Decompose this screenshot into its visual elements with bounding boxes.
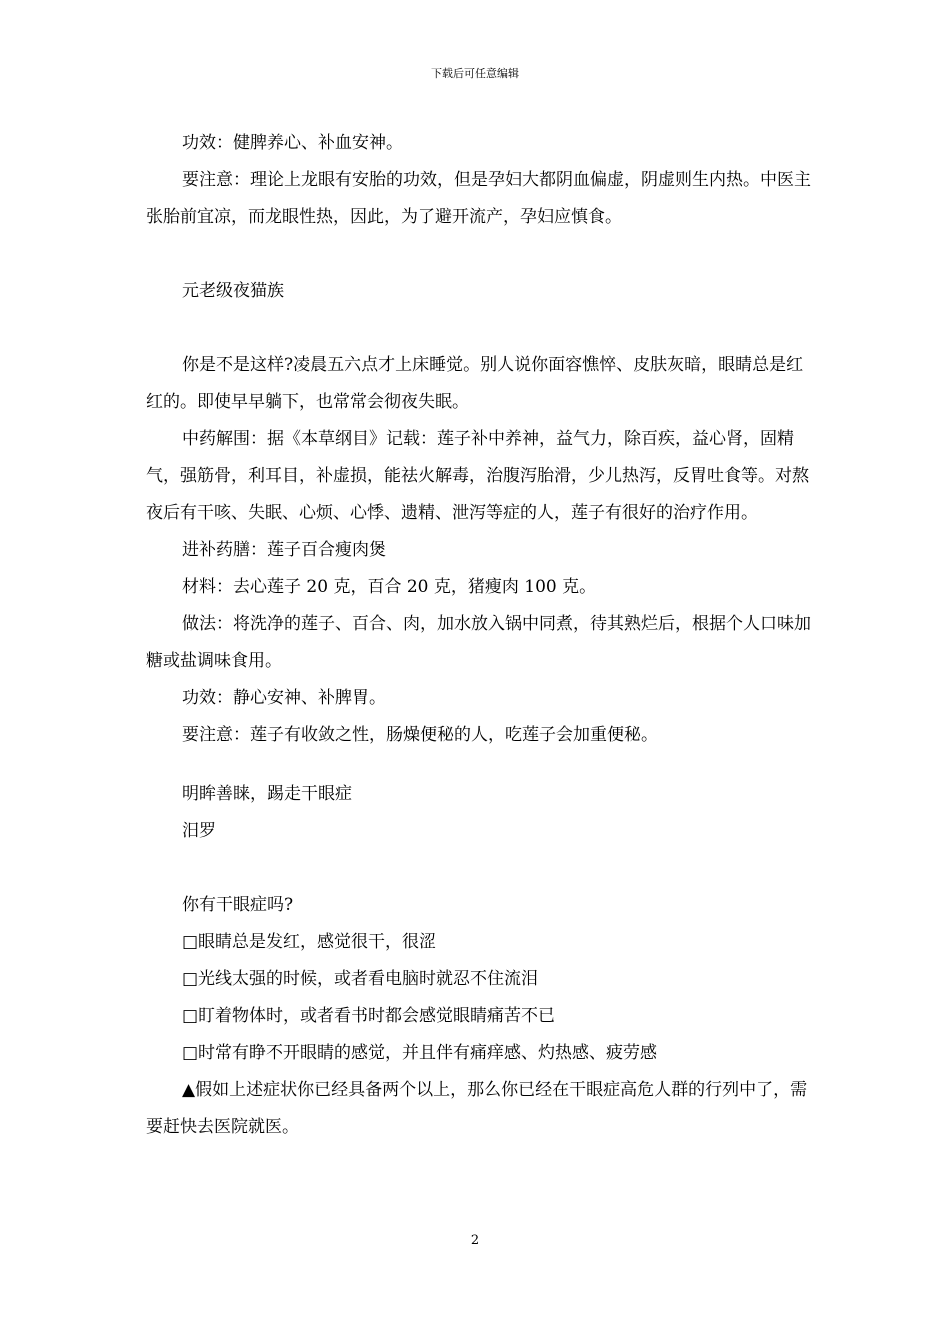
spacer bbox=[146, 236, 814, 273]
paragraph-caution-1: 要注意：理论上龙眼有安胎的功效，但是孕妇大都阴血偏虚，阴虚则生内热。中医主张胎前宜凉，而龙眼性热，因此，为了避开流产，孕妇应慎食。 bbox=[146, 170, 811, 227]
paragraph-intro: 你是不是这样?凌晨五六点才上床睡觉。别人说你面容憔悴、皮肤灰暗，眼睛总是红红的。即使早早躺下，也常常会彻夜失眠。 bbox=[146, 355, 804, 412]
section-heading-night-owl: 元老级夜猫族 bbox=[182, 281, 284, 301]
document-body bbox=[146, 125, 814, 1146]
paragraph-ingredients: 材料：去心莲子 20 克，百合 20 克，猪瘦肉 100 克。 bbox=[182, 577, 597, 597]
spacer bbox=[146, 310, 814, 347]
checklist-item: □眼睛总是发红，感觉很干，很涩 bbox=[182, 932, 437, 952]
spacer bbox=[146, 754, 814, 776]
paragraph-effect-2: 功效：静心安神、补脾胃。 bbox=[182, 688, 386, 708]
spacer bbox=[146, 850, 814, 887]
checklist-item: □盯着物体时，或者看书时都会感觉眼睛痛苦不已 bbox=[182, 1006, 556, 1026]
paragraph-effect-1: 功效：健脾养心、补血安神。 bbox=[182, 133, 403, 153]
page-header: 下载后可任意编辑 bbox=[431, 67, 519, 80]
question-line: 你有干眼症吗? bbox=[182, 895, 294, 915]
author-line: 汨罗 bbox=[182, 821, 216, 841]
checklist-item: □光线太强的时候，或者看电脑时就忍不住流泪 bbox=[182, 969, 539, 989]
checklist-item: □时常有睁不开眼睛的感觉，并且伴有痛痒感、灼热感、疲劳感 bbox=[182, 1043, 658, 1063]
paragraph-conclusion: ▲假如上述症状你已经具备两个以上，那么你已经在干眼症高危人群的行列中了，需要赶快去医院就医。 bbox=[146, 1080, 808, 1137]
paragraph-herbal-remedy: 中药解围：据《本草纲目》记载：莲子补中养神，益气力，除百疾，益心肾，固精气，强筋骨，利耳目，补虚损，能祛火解毒，治腹泻胎滑，少儿热泻，反胃吐食等。对熬夜后有干咳、失眠、心烦、心悸、遗精、泄泻等症的人，莲子有很好的治疗作用。 bbox=[146, 429, 809, 523]
paragraph-recipe-title: 进补药膳：莲子百合瘦肉煲 bbox=[182, 540, 386, 560]
page-number: 2 bbox=[470, 1233, 480, 1248]
paragraph-caution-2: 要注意：莲子有收敛之性，肠燥便秘的人，吃莲子会加重便秘。 bbox=[182, 725, 658, 745]
section-heading-dry-eye: 明眸善睐，踢走干眼症 bbox=[182, 784, 352, 804]
paragraph-method: 做法：将洗净的莲子、百合、肉，加水放入锅中同煮，待其熟烂后，根据个人口味加糖或盐调味食用。 bbox=[146, 614, 811, 671]
